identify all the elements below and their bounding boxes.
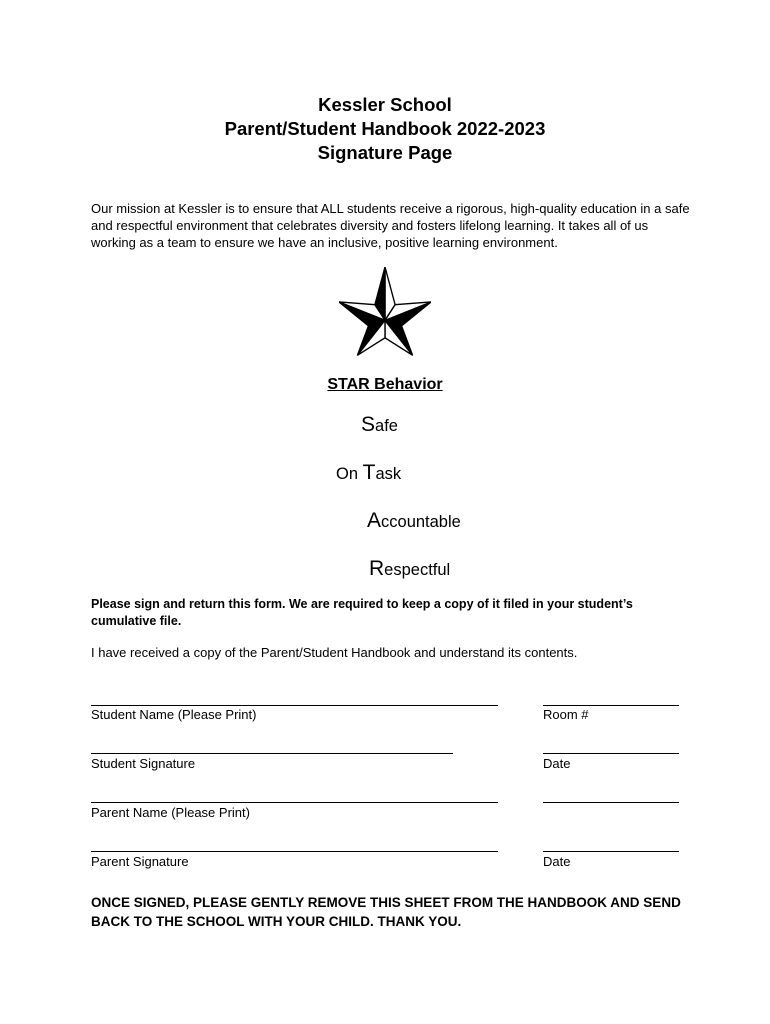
page-title (0, 93, 770, 165)
student-date-line[interactable] (543, 753, 679, 754)
closing-instructions: ONCE SIGNED, PLEASE GENTLY REMOVE THIS SHEET FROM THE HANDBOOK AND SEND BACK TO THE SCHOOL WITH YOUR CHILD. THANK YOU. (91, 895, 681, 929)
star-behavior-heading: STAR Behavior (327, 376, 443, 393)
star-item-accountable: Accountable (367, 509, 461, 532)
signature-page-title: Signature Page (317, 142, 453, 163)
room-label: Room # (543, 707, 589, 722)
star-icon (339, 267, 431, 359)
student-signature-label: Student Signature (91, 756, 196, 771)
acknowledgement-text: I have received a copy of the Parent/Student Handbook and understand its contents. (91, 645, 578, 660)
handbook-title: Parent/Student Handbook 2022-2023 (224, 118, 546, 139)
star-item-on-task: On Task (336, 461, 402, 484)
mission-statement: Our mission at Kessler is to ensure that ALL students receive a rigorous, high-quality education in a safe and respectful environment that celebrates diversity and fosters lifelong learning. It takes all of us working as a team to ensure we have an inclusive, positive learning environment. (91, 201, 690, 250)
parent-name-line[interactable] (91, 802, 498, 803)
student-name-label: Student Name (Please Print) (91, 707, 257, 722)
parent-date-label: Date (543, 854, 571, 869)
return-instructions: Please sign and return this form. We are required to keep a copy of it filed in your student’s cumulative file. (91, 597, 633, 628)
parent-signature-label: Parent Signature (91, 854, 189, 869)
student-date-label: Date (543, 756, 571, 771)
parent-signature-line[interactable] (91, 851, 498, 852)
room-line[interactable] (543, 705, 679, 706)
star-item-safe: Safe (361, 413, 398, 436)
parent-date-line[interactable] (543, 851, 679, 852)
parent-extra-line[interactable] (543, 802, 679, 803)
school-name: Kessler School (318, 94, 452, 115)
star-item-respectful: Respectful (369, 557, 451, 580)
student-signature-line[interactable] (91, 753, 453, 754)
student-name-line[interactable] (91, 705, 498, 706)
parent-name-label: Parent Name (Please Print) (91, 805, 250, 820)
